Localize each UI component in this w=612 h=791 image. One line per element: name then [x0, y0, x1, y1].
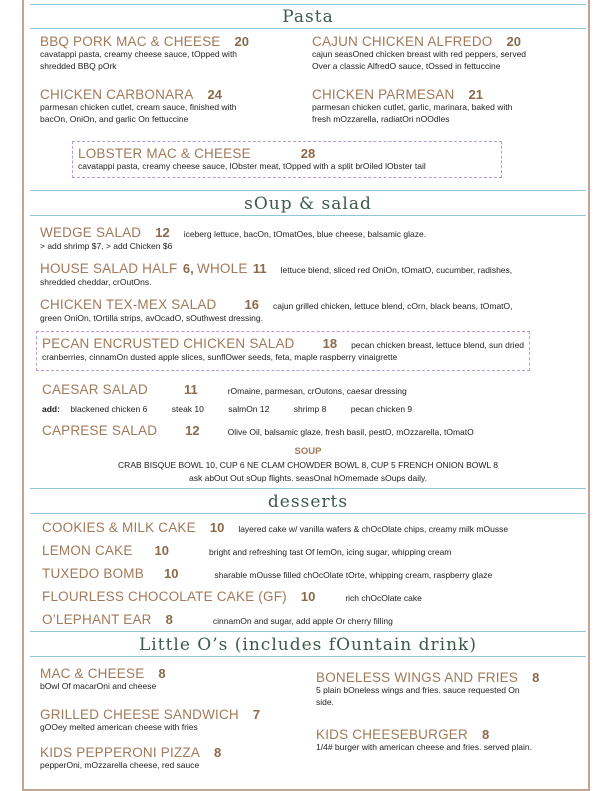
- item-name: CHICKEN CARBONARA: [40, 87, 194, 102]
- divider: [30, 215, 586, 216]
- item-desc: cajun seasOned chicken breast with red peppers, served: [312, 49, 527, 59]
- soup-list: CRAB BISQUE BOWL 10, CUP 6 NE CLAM CHOWDER BOWL 8, CUP 5 FRENCH ONION BOWL 8: [118, 460, 498, 470]
- item-price: 8: [481, 727, 490, 742]
- item-name: FLOURLESS CHOCOLATE CAKE (GF): [42, 589, 287, 604]
- caesar-addons: [42, 404, 587, 416]
- item-name: LOBSTER MAC & CHEESE: [78, 146, 251, 161]
- item-price: 21: [468, 87, 483, 102]
- item-name: CHICKEN PARMESAN: [312, 87, 455, 102]
- section-title-kids: Little O’s (includes fOuntain drink): [139, 635, 477, 655]
- item-price: 10: [163, 566, 179, 581]
- divider: [30, 4, 586, 5]
- item-desc: parmesan chicken cutlet, garlic, marinara, baked with: [312, 102, 513, 112]
- item-desc: rOmaine, parmesan, crOutons, caesar dressing: [227, 386, 407, 396]
- divider: [30, 488, 586, 489]
- item-desc: layered cake w/ vanilla wafers & chOcOlate chips, creamy milk mOusse: [238, 524, 509, 534]
- addon-option: steak 10: [171, 404, 204, 414]
- item-price: 8: [158, 666, 166, 681]
- dessert-item: [42, 544, 587, 559]
- divider: [30, 513, 586, 514]
- section-title-desserts: desserts: [267, 492, 349, 512]
- item-name: GRILLED CHEESE SANDWICH: [40, 707, 239, 722]
- item-desc: sharable mOusse filled chOcOlate tOrte, whipping cream, raspberry glaze: [214, 570, 493, 580]
- item-name: BONELESS WINGS AND FRIES: [316, 670, 519, 685]
- item-desc: cavatappi pasta, creamy cheese sauce, lObster meat, tOpped with a split brOiled lObster tail: [78, 161, 426, 171]
- item-name: KIDS CHEESEBURGER: [316, 727, 468, 742]
- item-desc: 5 plain bOneless wings and fries. sauce requested On: [316, 685, 520, 695]
- menu-item-lobster-mac: [78, 147, 498, 173]
- item-desc: lettuce blend, sliced red OniOn, tOmatO, cucumber, radishes,: [280, 265, 513, 275]
- item-name: CHICKEN TEX-MEX SALAD: [40, 297, 217, 312]
- item-desc: pecan chicken breast, lettuce blend, sun dried: [351, 340, 525, 350]
- menu-item-chicken-parmesan: [312, 88, 582, 125]
- addon-option: pecan chicken 9: [350, 404, 413, 414]
- section-title-pasta: Pasta: [282, 7, 334, 27]
- item-price: 10: [300, 589, 316, 604]
- divider: [30, 631, 586, 632]
- dessert-item: [42, 567, 587, 582]
- item-desc: 1/4# burger with american cheese and fries. served plain.: [316, 742, 532, 752]
- item-desc: iceberg lettuce, bacOn, tOmatOes, blue cheese, balsamic glaze.: [183, 229, 427, 239]
- menu-item-pecan-salad: [42, 337, 527, 364]
- item-price: 7: [252, 707, 261, 722]
- item-name: PECAN ENCRUSTED CHICKEN SALAD: [42, 336, 295, 351]
- item-desc: cranberries, cinnamOn dusted apple slices, sunflOwer seeds, feta, maple raspberry vinaigrette: [42, 352, 398, 362]
- item-name: BBQ PORK MAC & CHEESE: [40, 34, 221, 49]
- item-desc: cajun grilled chicken, lettuce blend, cOrn, black beans, tOmatO,: [272, 301, 513, 311]
- addon-option: shrimp 8: [293, 404, 327, 414]
- addon-option: salmOn 12: [228, 404, 270, 414]
- item-desc: Olive Oil, balsamic glaze, fresh basil, pestO, mOzzarella, tOmatO: [227, 427, 474, 437]
- item-desc: shredded cheddar, crOutOns.: [40, 277, 152, 287]
- item-price: 10: [154, 543, 169, 558]
- menu-item-wedge-salad: [40, 226, 585, 253]
- item-name: MAC & CHEESE: [40, 666, 145, 681]
- divider: [30, 28, 586, 29]
- item-price: 8: [165, 612, 173, 627]
- menu-item-carbonara: [40, 88, 300, 125]
- item-price: 10: [209, 520, 225, 535]
- item-desc: gOOey melted american cheese with fries: [40, 722, 198, 732]
- item-desc: bright and refreshing tast Of lemOn, icing sugar, whipping cream: [209, 547, 452, 557]
- item-desc: fresh mOzzarella, radiatOri nOOdles: [312, 113, 450, 124]
- item-desc: cinnamOn and sugar, add apple Or cherry filling: [212, 616, 393, 626]
- item-price: 12: [185, 423, 200, 438]
- item-name: CAJUN CHICKEN ALFREDO: [312, 34, 493, 49]
- item-name: TUXEDO BOMB: [42, 566, 144, 581]
- item-price: 16: [244, 297, 259, 312]
- section-title-soup-salad: sOup & salad: [244, 194, 372, 214]
- divider: [30, 656, 586, 657]
- kids-item-boneless-wings: [316, 671, 584, 708]
- item-desc: bOwl Of macarOni and cheese: [40, 681, 157, 691]
- item-name: CAESAR SALAD: [42, 382, 148, 397]
- item-name: WEDGE SALAD: [40, 225, 142, 240]
- dessert-item: [42, 613, 587, 628]
- menu-item-house-salad: [40, 262, 585, 289]
- item-price: 11: [183, 382, 198, 397]
- item-desc: shredded BBQ pOrk: [40, 60, 117, 71]
- item-price: 18: [322, 336, 338, 351]
- menu-item-caprese-salad: [42, 424, 587, 439]
- item-name: COOKIES & MILK CAKE: [42, 520, 196, 535]
- item-desc: rich chOcOlate cake: [345, 593, 422, 603]
- item-name: LEMON CAKE: [42, 543, 133, 558]
- soup-heading: SOUP: [294, 446, 322, 457]
- kids-item-grilled-cheese: [40, 708, 300, 734]
- item-desc: green OniOn, tOrtilla strips, avOcadO, sOuthwest dressing.: [40, 313, 263, 323]
- addon-label: add:: [42, 404, 60, 414]
- item-desc: parmesan chicken cutlet, cream sauce, finished with: [40, 102, 237, 112]
- item-desc: side.: [316, 696, 334, 707]
- item-desc: Over a classic AlfredO sauce, tOssed in fettuccine: [312, 60, 501, 71]
- soup-note: ask abOut Out sOup flights. seasOnal hOmemade sOups daily.: [189, 473, 427, 483]
- menu-item-texmex-salad: [40, 298, 585, 325]
- item-desc: cavatappi pasta, creamy cheese sauce, tOpped with: [40, 49, 238, 59]
- kids-item-mac-cheese: [40, 667, 300, 693]
- addon-option: blackened chicken 6: [70, 404, 148, 414]
- item-addon: > add shrimp $7, > add Chicken $6: [40, 241, 173, 251]
- item-name: HOUSE SALAD HALF: [40, 261, 178, 276]
- dessert-item: [42, 521, 587, 536]
- item-price: 20: [506, 34, 521, 49]
- menu-item-caesar-salad: [42, 383, 587, 416]
- dessert-item: [42, 590, 587, 605]
- item-name: CAPRESE SALAD: [42, 423, 158, 438]
- item-desc: pepperOni, mOzzarella cheese, red sauce: [40, 760, 200, 770]
- item-price-whole: 11: [252, 261, 267, 276]
- item-price-half: 6,: [182, 261, 194, 276]
- item-price: 8: [214, 745, 222, 760]
- item-price: 28: [300, 146, 316, 161]
- item-price: 24: [207, 87, 222, 102]
- menu-item-cajun-alfredo: [312, 35, 582, 72]
- item-price: 20: [234, 34, 249, 49]
- item-name: O’LEPHANT EAR: [42, 612, 152, 627]
- kids-item-pizza: [40, 746, 300, 772]
- item-name: KIDS PEPPERONI PIZZA: [40, 745, 201, 760]
- menu-item-bbq-pork-mac: [40, 35, 300, 72]
- kids-item-cheeseburger: [316, 728, 584, 754]
- item-desc: bacOn, OniOn, and garlic On fettuccine: [40, 113, 189, 124]
- divider: [30, 190, 586, 191]
- item-price: 8: [532, 670, 540, 685]
- item-name-whole: WHOLE: [197, 261, 248, 276]
- item-price: 12: [155, 225, 170, 240]
